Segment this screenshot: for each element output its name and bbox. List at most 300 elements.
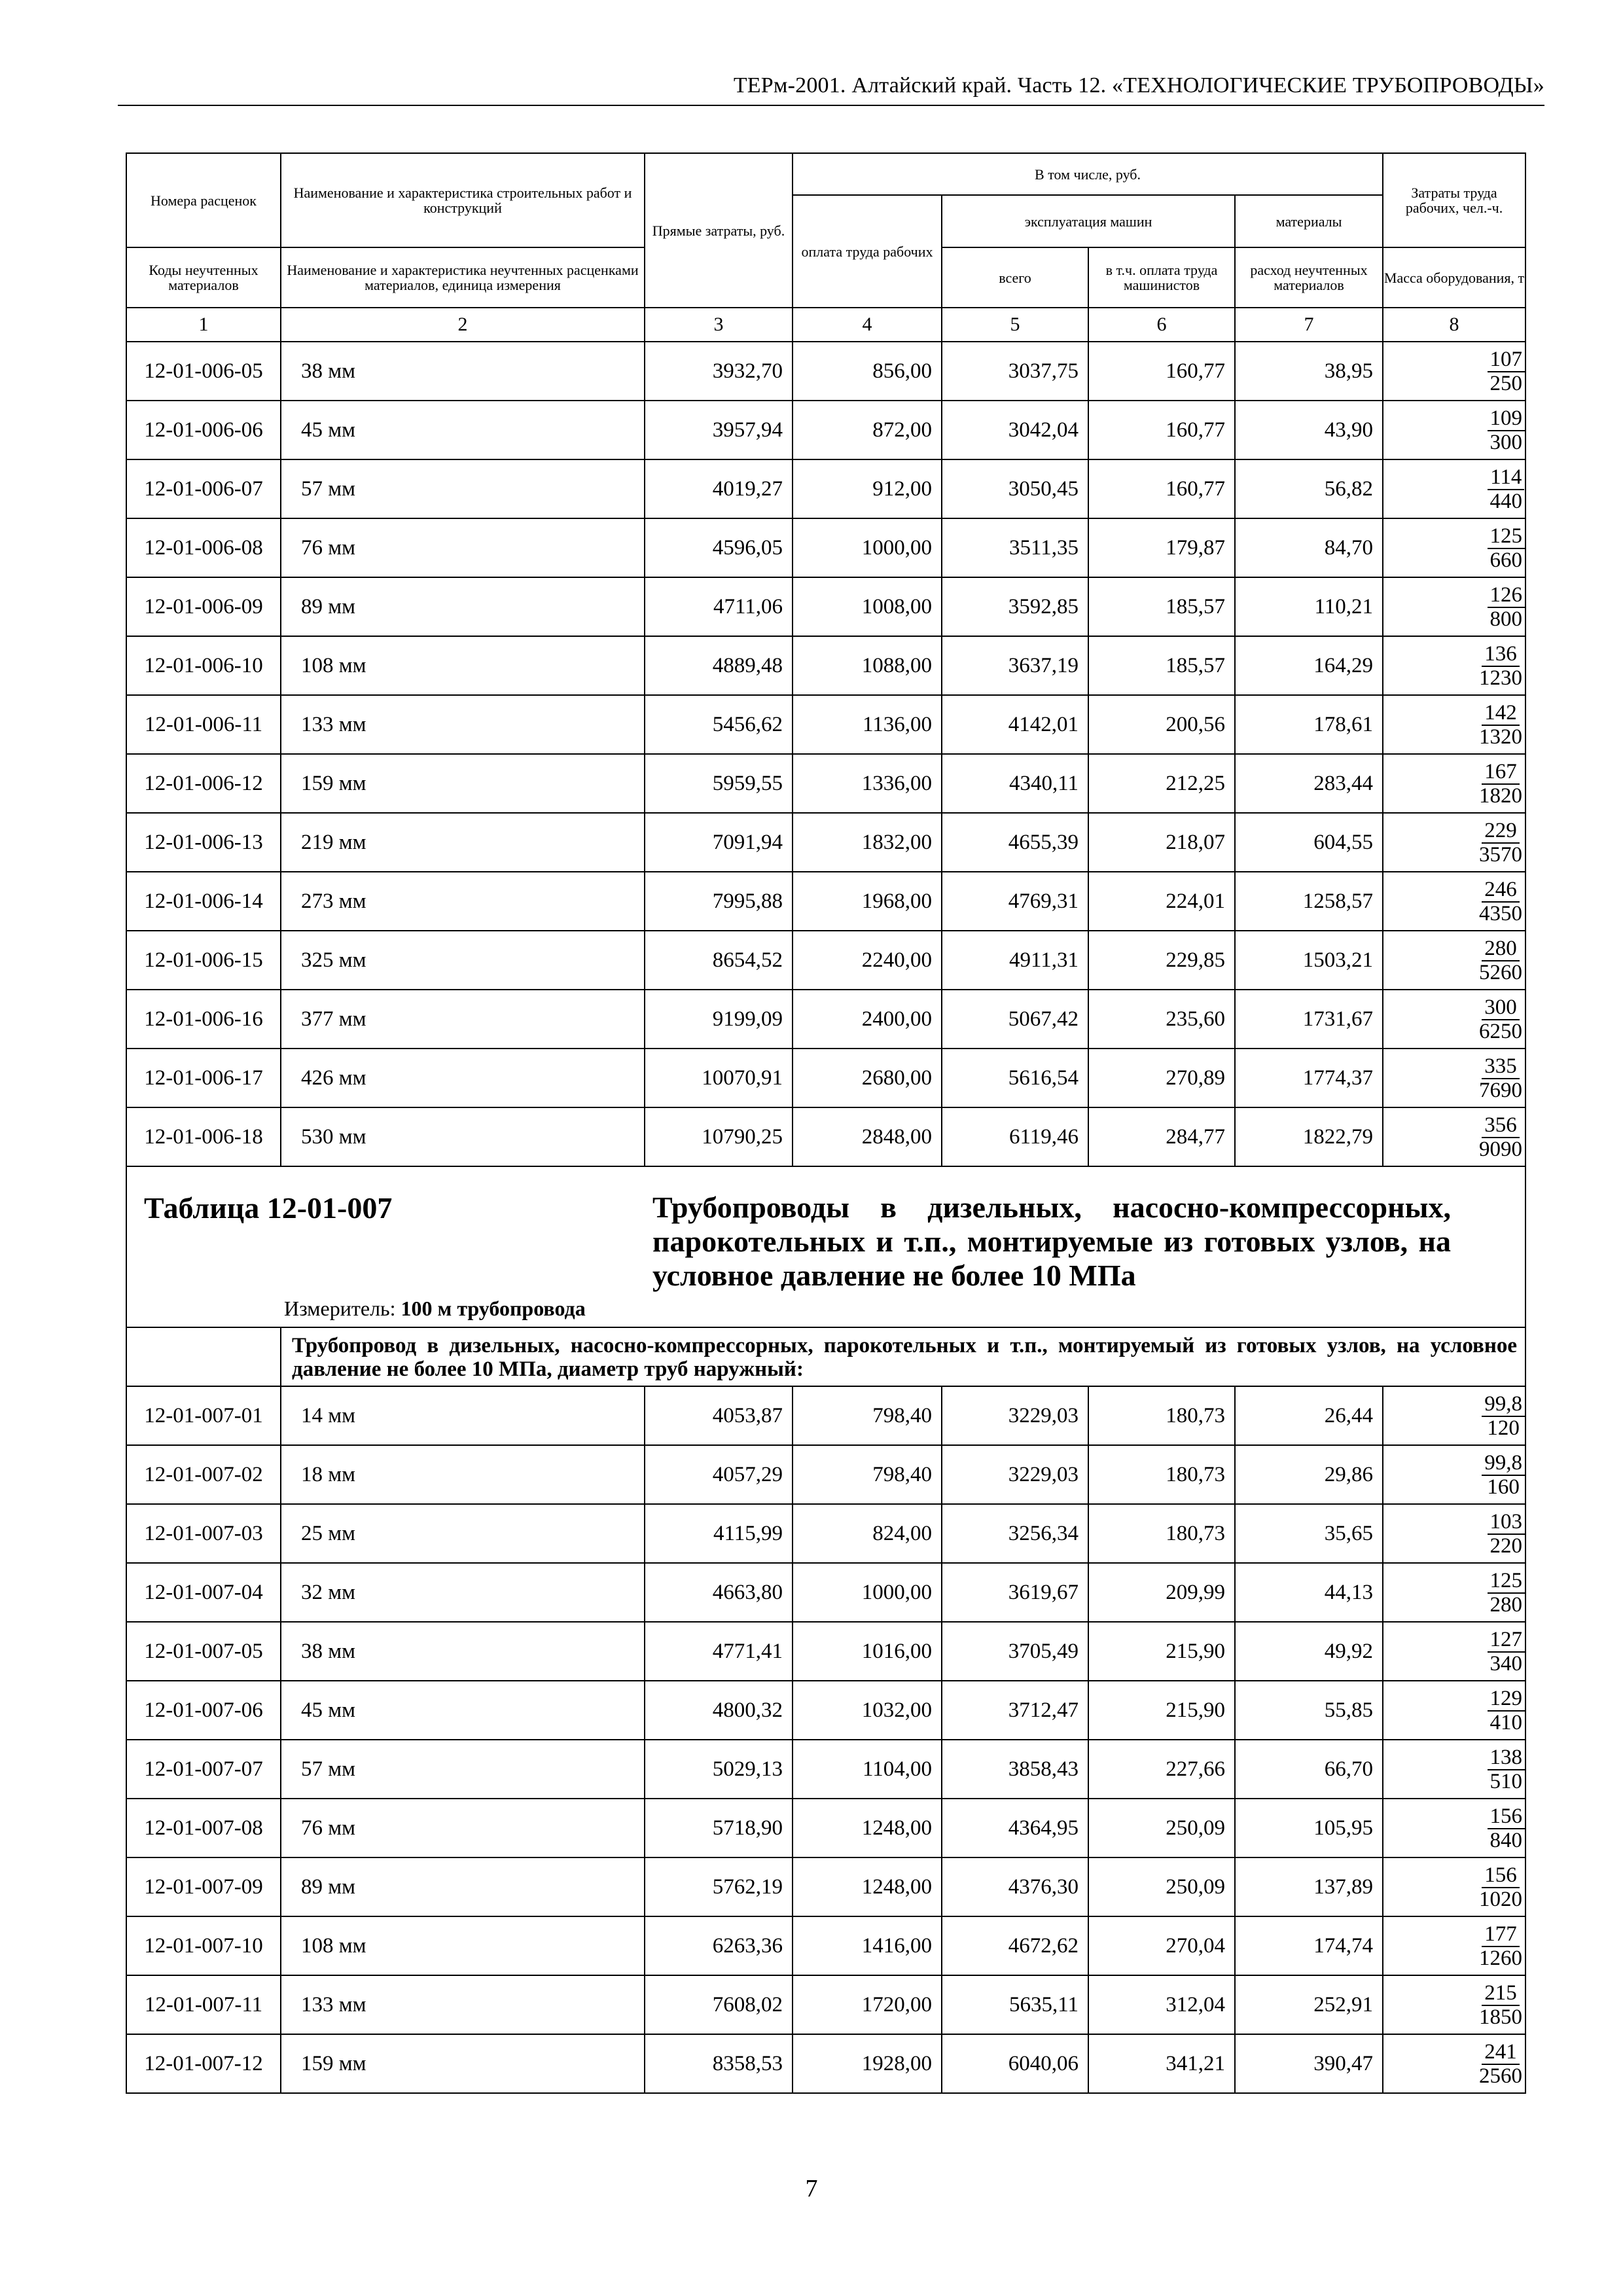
work-name-cell: 14 мм — [281, 1386, 645, 1445]
rate-code-cell: 12-01-006-15 — [126, 931, 281, 990]
equipment-mass-value: 220 — [1489, 1534, 1523, 1558]
materials-cell: 178,61 — [1235, 695, 1383, 754]
direct-costs-cell: 5959,55 — [645, 754, 793, 813]
work-name-cell: 89 мм — [281, 1857, 645, 1916]
hdr-incl-group: В том числе, руб. — [793, 153, 1383, 195]
labor-hours-fraction — [1476, 996, 1525, 1043]
table-row — [126, 1563, 1525, 1622]
labor-hours-fraction — [1476, 1114, 1525, 1161]
machinist-pay-cell: 209,99 — [1088, 1563, 1235, 1622]
labor-hours-value: 99,8 — [1482, 1452, 1525, 1476]
labor-hours-value: 99,8 — [1482, 1393, 1525, 1417]
machines-total-cell: 4364,95 — [942, 1799, 1088, 1857]
table-007-heading-row — [126, 1166, 1525, 1327]
direct-costs-cell: 4019,27 — [645, 459, 793, 518]
labor-hours-fraction — [1482, 1393, 1525, 1440]
labor-hours-value: 103 — [1488, 1511, 1525, 1535]
labor-hours-cell — [1383, 401, 1525, 459]
machinist-pay-cell: 235,60 — [1088, 990, 1235, 1049]
labor-hours-cell — [1383, 1622, 1525, 1681]
direct-costs-cell: 3957,94 — [645, 401, 793, 459]
materials-cell: 1503,21 — [1235, 931, 1383, 990]
direct-costs-cell: 7995,88 — [645, 872, 793, 931]
labor-pay-cell: 2680,00 — [793, 1049, 942, 1107]
labor-hours-value: 114 — [1488, 466, 1524, 490]
hdr-materials: материалы — [1235, 195, 1383, 247]
labor-hours-fraction — [1488, 407, 1525, 454]
materials-cell: 35,65 — [1235, 1504, 1383, 1563]
work-name-cell: 32 мм — [281, 1563, 645, 1622]
col-number: 3 — [645, 308, 793, 342]
machinist-pay-cell: 250,09 — [1088, 1799, 1235, 1857]
machines-total-cell: 6119,46 — [942, 1107, 1088, 1166]
labor-hours-cell — [1383, 1740, 1525, 1799]
work-name-cell: 219 мм — [281, 813, 645, 872]
work-name-cell: 76 мм — [281, 1799, 645, 1857]
materials-cell: 84,70 — [1235, 518, 1383, 577]
work-name-cell: 57 мм — [281, 1740, 645, 1799]
machines-total-cell: 3511,35 — [942, 518, 1088, 577]
direct-costs-cell: 4663,80 — [645, 1563, 793, 1622]
machines-total-cell: 3592,85 — [942, 577, 1088, 636]
table-row — [126, 754, 1525, 813]
table-row — [126, 1107, 1525, 1166]
materials-cell: 43,90 — [1235, 401, 1383, 459]
rate-code-cell: 12-01-007-05 — [126, 1622, 281, 1681]
direct-costs-cell: 4889,48 — [645, 636, 793, 695]
machinist-pay-cell: 180,73 — [1088, 1504, 1235, 1563]
equipment-mass-value: 9090 — [1479, 1137, 1523, 1161]
machinist-pay-cell: 312,04 — [1088, 1975, 1235, 2034]
labor-hours-value: 241 — [1482, 2041, 1520, 2065]
work-name-cell: 18 мм — [281, 1445, 645, 1504]
labor-hours-fraction — [1476, 878, 1525, 925]
machines-total-cell: 3712,47 — [942, 1681, 1088, 1740]
rate-code-cell: 12-01-006-18 — [126, 1107, 281, 1166]
table-row — [126, 1445, 1525, 1504]
col-number: 8 — [1383, 308, 1525, 342]
labor-hours-value: 156 — [1488, 1805, 1525, 1829]
machines-total-cell: 5067,42 — [942, 990, 1088, 1049]
machinist-pay-cell: 185,57 — [1088, 577, 1235, 636]
labor-pay-cell: 1248,00 — [793, 1799, 942, 1857]
col-number: 7 — [1235, 308, 1383, 342]
equipment-mass-value: 1230 — [1479, 666, 1523, 690]
equipment-mass-value: 250 — [1489, 371, 1523, 395]
hdr-machinist-pay: в т.ч. оплата труда машинистов — [1088, 247, 1235, 308]
labor-hours-fraction — [1476, 1864, 1525, 1911]
machinist-pay-cell: 270,04 — [1088, 1916, 1235, 1975]
labor-hours-fraction — [1476, 1055, 1525, 1102]
equipment-mass-value: 1260 — [1479, 1946, 1523, 1970]
work-name-cell: 25 мм — [281, 1504, 645, 1563]
materials-cell: 1774,37 — [1235, 1049, 1383, 1107]
direct-costs-cell: 5718,90 — [645, 1799, 793, 1857]
labor-hours-cell — [1383, 1386, 1525, 1445]
hdr-rate-numbers: Номера расценок — [126, 153, 281, 247]
labor-hours-fraction — [1476, 2041, 1525, 2088]
work-name-cell: 76 мм — [281, 518, 645, 577]
labor-hours-value: 300 — [1482, 996, 1520, 1020]
labor-hours-cell — [1383, 1975, 1525, 2034]
equipment-mass-value: 6250 — [1479, 1019, 1523, 1043]
labor-hours-cell — [1383, 1681, 1525, 1740]
materials-cell: 164,29 — [1235, 636, 1383, 695]
work-name-cell: 159 мм — [281, 754, 645, 813]
materials-cell: 1258,57 — [1235, 872, 1383, 931]
labor-pay-cell: 1000,00 — [793, 1563, 942, 1622]
labor-hours-cell — [1383, 695, 1525, 754]
materials-cell: 66,70 — [1235, 1740, 1383, 1799]
labor-pay-cell: 2240,00 — [793, 931, 942, 990]
col-number: 2 — [281, 308, 645, 342]
hdr-machines-total: всего — [942, 247, 1088, 308]
direct-costs-cell: 4771,41 — [645, 1622, 793, 1681]
materials-cell: 390,47 — [1235, 2034, 1383, 2093]
labor-hours-cell — [1383, 1107, 1525, 1166]
machines-total-cell: 4911,31 — [942, 931, 1088, 990]
equipment-mass-value: 660 — [1489, 548, 1523, 572]
labor-hours-cell — [1383, 1504, 1525, 1563]
rate-code-cell: 12-01-007-02 — [126, 1445, 281, 1504]
work-name-cell: 133 мм — [281, 1975, 645, 2034]
equipment-mass-value: 840 — [1489, 1828, 1523, 1852]
labor-hours-cell — [1383, 1916, 1525, 1975]
equipment-mass-value: 340 — [1489, 1651, 1523, 1676]
direct-costs-cell: 8654,52 — [645, 931, 793, 990]
labor-hours-cell — [1383, 518, 1525, 577]
labor-pay-cell: 1008,00 — [793, 577, 942, 636]
labor-hours-value: 229 — [1482, 819, 1520, 844]
hdr-material-consumption: расход неучтенных материалов — [1235, 247, 1383, 308]
rate-code-cell: 12-01-006-11 — [126, 695, 281, 754]
labor-hours-value: 125 — [1488, 525, 1525, 549]
labor-hours-cell — [1383, 1563, 1525, 1622]
machinist-pay-cell: 160,77 — [1088, 342, 1235, 401]
rate-code-cell: 12-01-007-11 — [126, 1975, 281, 2034]
labor-hours-value: 177 — [1482, 1923, 1520, 1947]
direct-costs-cell: 8358,53 — [645, 2034, 793, 2093]
equipment-mass-value: 510 — [1489, 1769, 1523, 1793]
labor-hours-value: 125 — [1488, 1570, 1525, 1594]
work-name-cell: 426 мм — [281, 1049, 645, 1107]
machines-total-cell: 4769,31 — [942, 872, 1088, 931]
table-title: Трубопроводы в дизельных, насосно-компрессорных, парокотельных и т.п., монтируемые из готовых узлов, на условное давление не более 10 МПа — [652, 1191, 1451, 1292]
work-name-cell: 530 мм — [281, 1107, 645, 1166]
labor-hours-cell — [1383, 813, 1525, 872]
table-row — [126, 1975, 1525, 2034]
machines-total-cell: 4142,01 — [942, 695, 1088, 754]
labor-hours-fraction — [1488, 1628, 1525, 1676]
labor-hours-fraction — [1488, 466, 1525, 513]
section-heading: Трубопровод в дизельных, насосно-компрессорных, парокотельных и т.п., монтируемый из готовых узлов, на условное давление не более 10 МПа, диаметр труб наружный: — [281, 1327, 1525, 1386]
labor-hours-value: 142 — [1482, 702, 1520, 726]
measure-label: Измеритель: — [284, 1297, 396, 1320]
direct-costs-cell: 5456,62 — [645, 695, 793, 754]
direct-costs-cell: 4057,29 — [645, 1445, 793, 1504]
labor-pay-cell: 1136,00 — [793, 695, 942, 754]
machines-total-cell: 3256,34 — [942, 1504, 1088, 1563]
work-name-cell: 45 мм — [281, 1681, 645, 1740]
rate-code-cell: 12-01-006-05 — [126, 342, 281, 401]
header-row-1 — [126, 153, 1525, 195]
table-row — [126, 1799, 1525, 1857]
labor-pay-cell: 1248,00 — [793, 1857, 942, 1916]
labor-pay-cell: 1416,00 — [793, 1916, 942, 1975]
work-name-cell: 57 мм — [281, 459, 645, 518]
equipment-mass-value: 1020 — [1479, 1887, 1523, 1911]
machinist-pay-cell: 229,85 — [1088, 931, 1235, 990]
direct-costs-cell: 7608,02 — [645, 1975, 793, 2034]
rates-table — [126, 152, 1526, 2094]
machinist-pay-cell: 227,66 — [1088, 1740, 1235, 1799]
labor-hours-cell — [1383, 577, 1525, 636]
table-row — [126, 1916, 1525, 1975]
labor-hours-fraction — [1488, 1511, 1525, 1558]
materials-cell: 44,13 — [1235, 1563, 1383, 1622]
labor-pay-cell: 2848,00 — [793, 1107, 942, 1166]
equipment-mass-value: 300 — [1489, 430, 1523, 454]
materials-cell: 29,86 — [1235, 1445, 1383, 1504]
labor-hours-fraction — [1476, 937, 1525, 984]
direct-costs-cell: 4800,32 — [645, 1681, 793, 1740]
labor-hours-fraction — [1488, 1746, 1525, 1793]
table-row — [126, 1049, 1525, 1107]
equipment-mass-value: 1820 — [1479, 783, 1523, 808]
rate-code-cell: 12-01-007-12 — [126, 2034, 281, 2093]
machinist-pay-cell: 180,73 — [1088, 1386, 1235, 1445]
rate-code-cell: 12-01-007-07 — [126, 1740, 281, 1799]
machines-total-cell: 6040,06 — [942, 2034, 1088, 2093]
running-title: ТЕРм-2001. Алтайский край. Часть 12. «ТЕХНОЛОГИЧЕСКИЕ ТРУБОПРОВОДЫ» — [733, 73, 1544, 98]
labor-pay-cell: 1928,00 — [793, 2034, 942, 2093]
labor-hours-value: 138 — [1488, 1746, 1525, 1770]
machines-total-cell: 3229,03 — [942, 1445, 1088, 1504]
machinist-pay-cell: 341,21 — [1088, 2034, 1235, 2093]
labor-hours-fraction — [1476, 761, 1525, 808]
table-number: Таблица 12-01-007 — [144, 1191, 393, 1225]
measure-value: 100 м трубопровода — [401, 1297, 586, 1320]
labor-hours-cell — [1383, 1049, 1525, 1107]
table-row — [126, 577, 1525, 636]
labor-hours-fraction — [1488, 1805, 1525, 1852]
direct-costs-cell: 4711,06 — [645, 577, 793, 636]
labor-pay-cell: 798,40 — [793, 1386, 942, 1445]
work-name-cell: 108 мм — [281, 1916, 645, 1975]
labor-pay-cell: 1088,00 — [793, 636, 942, 695]
col-number: 4 — [793, 308, 942, 342]
equipment-mass-value: 160 — [1487, 1475, 1520, 1499]
work-name-cell: 159 мм — [281, 2034, 645, 2093]
equipment-mass-value: 5260 — [1479, 960, 1523, 984]
table-row — [126, 1740, 1525, 1799]
labor-hours-cell — [1383, 1799, 1525, 1857]
col-number: 5 — [942, 308, 1088, 342]
page-number: 7 — [805, 2175, 818, 2202]
labor-hours-fraction — [1476, 1982, 1525, 2029]
equipment-mass-value: 120 — [1487, 1416, 1520, 1440]
machinist-pay-cell: 160,77 — [1088, 459, 1235, 518]
machines-total-cell: 4655,39 — [942, 813, 1088, 872]
machinist-pay-cell: 250,09 — [1088, 1857, 1235, 1916]
equipment-mass-value: 3570 — [1479, 842, 1523, 867]
materials-cell: 26,44 — [1235, 1386, 1383, 1445]
labor-pay-cell: 1968,00 — [793, 872, 942, 931]
rate-code-cell: 12-01-007-10 — [126, 1916, 281, 1975]
work-name-cell: 45 мм — [281, 401, 645, 459]
labor-hours-fraction — [1488, 348, 1525, 395]
labor-hours-value: 335 — [1482, 1055, 1520, 1079]
materials-cell: 110,21 — [1235, 577, 1383, 636]
table-row — [126, 342, 1525, 401]
hdr-labor-pay: оплата труда рабочих — [793, 195, 942, 308]
machinist-pay-cell: 180,73 — [1088, 1445, 1235, 1504]
rate-code-cell: 12-01-006-16 — [126, 990, 281, 1049]
table-row — [126, 401, 1525, 459]
labor-pay-cell: 1720,00 — [793, 1975, 942, 2034]
direct-costs-cell: 4053,87 — [645, 1386, 793, 1445]
work-name-cell: 89 мм — [281, 577, 645, 636]
labor-hours-cell — [1383, 342, 1525, 401]
rate-code-cell: 12-01-006-12 — [126, 754, 281, 813]
table-row — [126, 1622, 1525, 1681]
work-name-cell: 273 мм — [281, 872, 645, 931]
labor-pay-cell: 1832,00 — [793, 813, 942, 872]
direct-costs-cell: 3932,70 — [645, 342, 793, 401]
machinist-pay-cell: 215,90 — [1088, 1681, 1235, 1740]
direct-costs-cell: 6263,36 — [645, 1916, 793, 1975]
table-row — [126, 813, 1525, 872]
work-name-cell: 325 мм — [281, 931, 645, 990]
direct-costs-cell: 4115,99 — [645, 1504, 793, 1563]
labor-pay-cell: 1032,00 — [793, 1681, 942, 1740]
measure-unit — [284, 1297, 586, 1321]
hdr-work-name: Наименование и характеристика строительных работ и конструкций — [281, 153, 645, 247]
direct-costs-cell: 5762,19 — [645, 1857, 793, 1916]
machines-total-cell: 3050,45 — [942, 459, 1088, 518]
rate-code-cell: 12-01-006-07 — [126, 459, 281, 518]
direct-costs-cell: 9199,09 — [645, 990, 793, 1049]
labor-hours-fraction — [1482, 1452, 1525, 1499]
machinist-pay-cell: 160,77 — [1088, 401, 1235, 459]
labor-hours-value: 107 — [1488, 348, 1525, 372]
labor-hours-fraction — [1488, 1687, 1525, 1734]
labor-hours-cell — [1383, 2034, 1525, 2093]
labor-hours-value: 246 — [1482, 878, 1520, 903]
rate-code-cell: 12-01-006-09 — [126, 577, 281, 636]
equipment-mass-value: 1850 — [1479, 2005, 1523, 2029]
section-row — [126, 1327, 1525, 1386]
table-row — [126, 1681, 1525, 1740]
labor-pay-cell: 798,40 — [793, 1445, 942, 1504]
direct-costs-cell: 7091,94 — [645, 813, 793, 872]
machines-total-cell: 3637,19 — [942, 636, 1088, 695]
materials-cell: 1731,67 — [1235, 990, 1383, 1049]
labor-hours-value: 215 — [1482, 1982, 1520, 2006]
materials-cell: 1822,79 — [1235, 1107, 1383, 1166]
machinist-pay-cell: 215,90 — [1088, 1622, 1235, 1681]
hdr-machines-group: эксплуатация машин — [942, 195, 1235, 247]
work-name-cell: 38 мм — [281, 342, 645, 401]
labor-pay-cell: 1016,00 — [793, 1622, 942, 1681]
hdr-labor-hours: Затраты труда рабочих, чел.-ч. — [1383, 153, 1525, 247]
labor-hours-value: 156 — [1482, 1864, 1520, 1888]
table-row — [126, 872, 1525, 931]
machines-total-cell: 3705,49 — [942, 1622, 1088, 1681]
materials-cell: 56,82 — [1235, 459, 1383, 518]
labor-hours-value: 136 — [1482, 643, 1520, 667]
equipment-mass-value: 280 — [1489, 1592, 1523, 1617]
machines-total-cell: 3619,67 — [942, 1563, 1088, 1622]
equipment-mass-value: 800 — [1489, 607, 1523, 631]
table-row — [126, 695, 1525, 754]
machines-total-cell: 4672,62 — [942, 1916, 1088, 1975]
hdr-direct-costs: Прямые затраты, руб. — [645, 153, 793, 308]
labor-hours-fraction — [1476, 702, 1525, 749]
column-number-row — [126, 308, 1525, 342]
rate-code-cell: 12-01-007-04 — [126, 1563, 281, 1622]
labor-pay-cell: 2400,00 — [793, 990, 942, 1049]
hdr-material-codes: Коды неучтенных материалов — [126, 247, 281, 308]
materials-cell: 604,55 — [1235, 813, 1383, 872]
table-row — [126, 990, 1525, 1049]
labor-hours-cell — [1383, 459, 1525, 518]
direct-costs-cell: 10790,25 — [645, 1107, 793, 1166]
labor-hours-value: 129 — [1488, 1687, 1525, 1712]
labor-hours-fraction — [1488, 525, 1525, 572]
equipment-mass-value: 7690 — [1479, 1078, 1523, 1102]
rate-code-cell: 12-01-007-09 — [126, 1857, 281, 1916]
labor-hours-cell — [1383, 931, 1525, 990]
labor-pay-cell: 912,00 — [793, 459, 942, 518]
machinist-pay-cell: 200,56 — [1088, 695, 1235, 754]
labor-pay-cell: 856,00 — [793, 342, 942, 401]
materials-cell: 252,91 — [1235, 1975, 1383, 2034]
work-name-cell: 133 мм — [281, 695, 645, 754]
equipment-mass-value: 1320 — [1479, 725, 1523, 749]
rate-code-cell: 12-01-006-08 — [126, 518, 281, 577]
table-row — [126, 1386, 1525, 1445]
labor-hours-cell — [1383, 1445, 1525, 1504]
machinist-pay-cell: 212,25 — [1088, 754, 1235, 813]
labor-pay-cell: 872,00 — [793, 401, 942, 459]
header-rule — [118, 105, 1544, 106]
machinist-pay-cell: 185,57 — [1088, 636, 1235, 695]
machines-total-cell: 5635,11 — [942, 1975, 1088, 2034]
materials-cell: 137,89 — [1235, 1857, 1383, 1916]
labor-hours-fraction — [1488, 584, 1525, 631]
labor-hours-value: 109 — [1488, 407, 1525, 431]
table-row — [126, 2034, 1525, 2093]
direct-costs-cell: 10070,91 — [645, 1049, 793, 1107]
equipment-mass-value: 4350 — [1479, 901, 1523, 925]
machines-total-cell: 3037,75 — [942, 342, 1088, 401]
table-row — [126, 931, 1525, 990]
rate-code-cell: 12-01-006-06 — [126, 401, 281, 459]
machines-total-cell: 4376,30 — [942, 1857, 1088, 1916]
machinist-pay-cell: 224,01 — [1088, 872, 1235, 931]
table-row — [126, 636, 1525, 695]
rate-code-cell: 12-01-006-10 — [126, 636, 281, 695]
machines-total-cell: 5616,54 — [942, 1049, 1088, 1107]
labor-hours-fraction — [1476, 1923, 1525, 1970]
rate-code-cell: 12-01-007-03 — [126, 1504, 281, 1563]
labor-hours-value: 127 — [1488, 1628, 1525, 1653]
equipment-mass-value: 440 — [1489, 489, 1523, 513]
rate-code-cell: 12-01-007-06 — [126, 1681, 281, 1740]
work-name-cell: 377 мм — [281, 990, 645, 1049]
table-row — [126, 459, 1525, 518]
